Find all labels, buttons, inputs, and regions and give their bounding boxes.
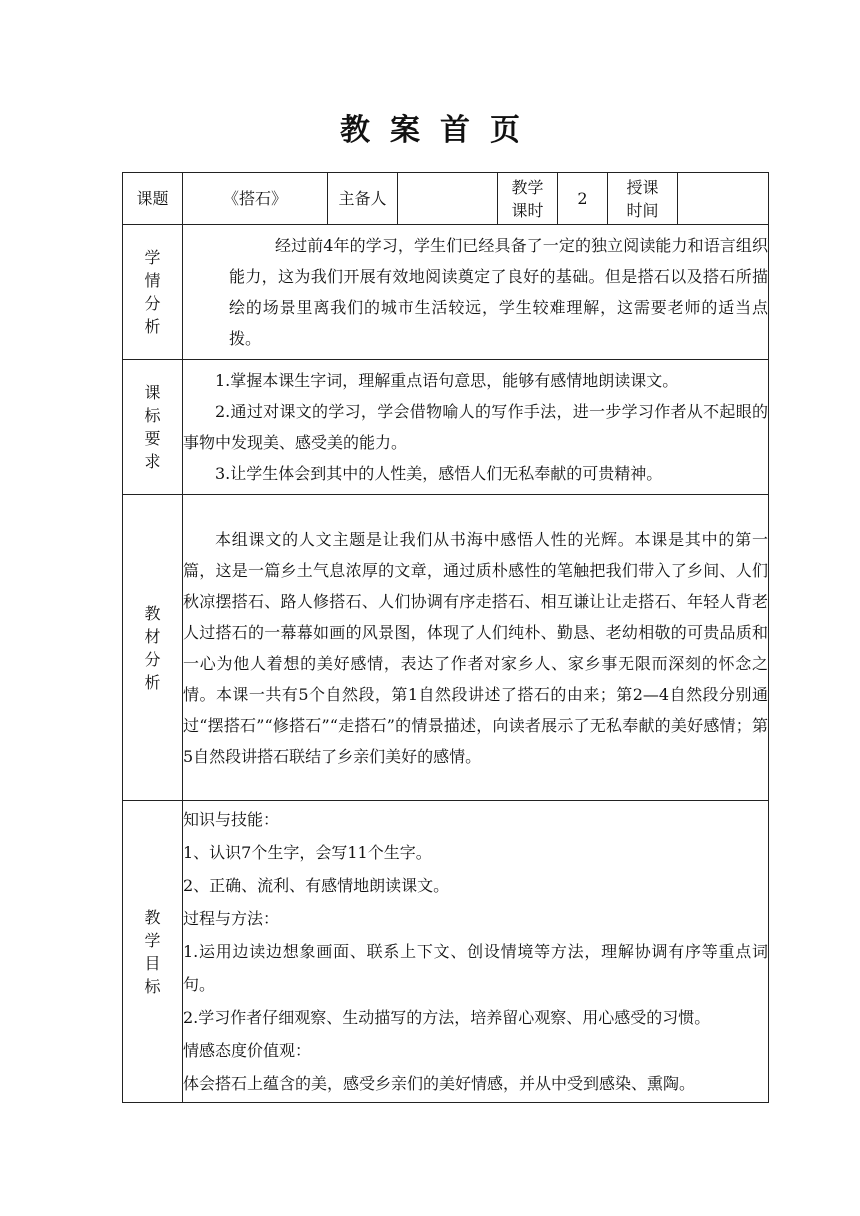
section-xueqing [123, 225, 769, 360]
list-item: 2.学习作者仔细观察、生动描写的方法，培养留心观察、用心感受的习惯。 [183, 1008, 711, 1027]
time-value [678, 173, 769, 225]
list-item: 过程与方法： [183, 909, 280, 928]
section-jiaocai [123, 495, 769, 801]
preparer-value [398, 173, 498, 225]
list-item: 1、认识7个生字，会写11个生字。 [183, 843, 432, 862]
list-item: 1.掌握本课生字词，理解重点语句意思，能够有感情地朗读课文。 [215, 371, 679, 390]
list-item: 知识与技能： [183, 810, 280, 829]
section-content [183, 360, 769, 495]
course-value: 《搭石》 [183, 173, 328, 225]
section-label: 课 标 要 求 [123, 360, 183, 495]
list-item: 1.运用边读边想象画面、联系上下文、创设情境等方法，理解协调有序等重点词句。 [183, 942, 768, 994]
section-kebiao [123, 360, 769, 495]
section-label: 教 材 分 析 [123, 495, 183, 801]
list-item: 3.让学生体会到其中的人性美，感悟人们无私奉献的可贵精神。 [215, 464, 663, 483]
section-content [183, 801, 769, 1103]
section-content: 本组课文的人文主题是让我们从书海中感悟人性的光辉。本课是其中的第一篇，这是一篇乡土气息浓厚的文章，通过质朴感性的笔触把我们带入了乡间、人们秋凉摆搭石、路人修搭石、人们协调有序走搭石、相互谦让让走搭石、年轻人背老人过搭石的一幕幕如画的风景图，体现了人们纯朴、勤恳、老幼相敬的可贵品质和一心为他人着想的美好感情，表达了作者对家乡人、家乡事无限而深刻的怀念之情。本课一共有5个自然段，第1自然段讲述了搭石的由来；第2—4自然段分别通过“摆搭石”“修搭石”“走搭石”的情景描述，向读者展示了无私奉献的美好感情；第5自然段讲搭石联结了乡亲们美好的感情。 [183, 495, 769, 801]
list-item: 2.通过对课文的学习，学会借物喻人的写作手法，进一步学习作者从不起眼的事物中发现美、感受美的能力。 [183, 402, 768, 452]
section-label: 教 学 目 标 [123, 801, 183, 1103]
lesson-plan-table [122, 172, 769, 1103]
preparer-label: 主备人 [328, 173, 398, 225]
hours-label: 教学课时 [498, 173, 558, 225]
section-content: 经过前4年的学习，学生们已经具备了一定的独立阅读能力和语言组织能力，这为我们开展有效地阅读奠定了良好的基础。但是搭石以及搭石所描绘的场景里离我们的城市生活较远，学生较难理解，这需要老师的适当点拨。 [183, 225, 769, 360]
section-label: 学 情 分 析 [123, 225, 183, 360]
header-row [123, 173, 769, 225]
time-label: 授课时间 [608, 173, 678, 225]
course-label: 课题 [123, 173, 183, 225]
list-item: 体会搭石上蕴含的美，感受乡亲们的美好情感，并从中受到感染、熏陶。 [183, 1074, 696, 1093]
list-item: 情感态度价值观： [183, 1041, 312, 1060]
page-title: 教 案 首 页 [340, 113, 520, 148]
list-item: 2、正确、流利、有感情地朗读课文。 [183, 876, 450, 895]
hours-value: 2 [558, 173, 608, 225]
section-mubiao [123, 801, 769, 1103]
